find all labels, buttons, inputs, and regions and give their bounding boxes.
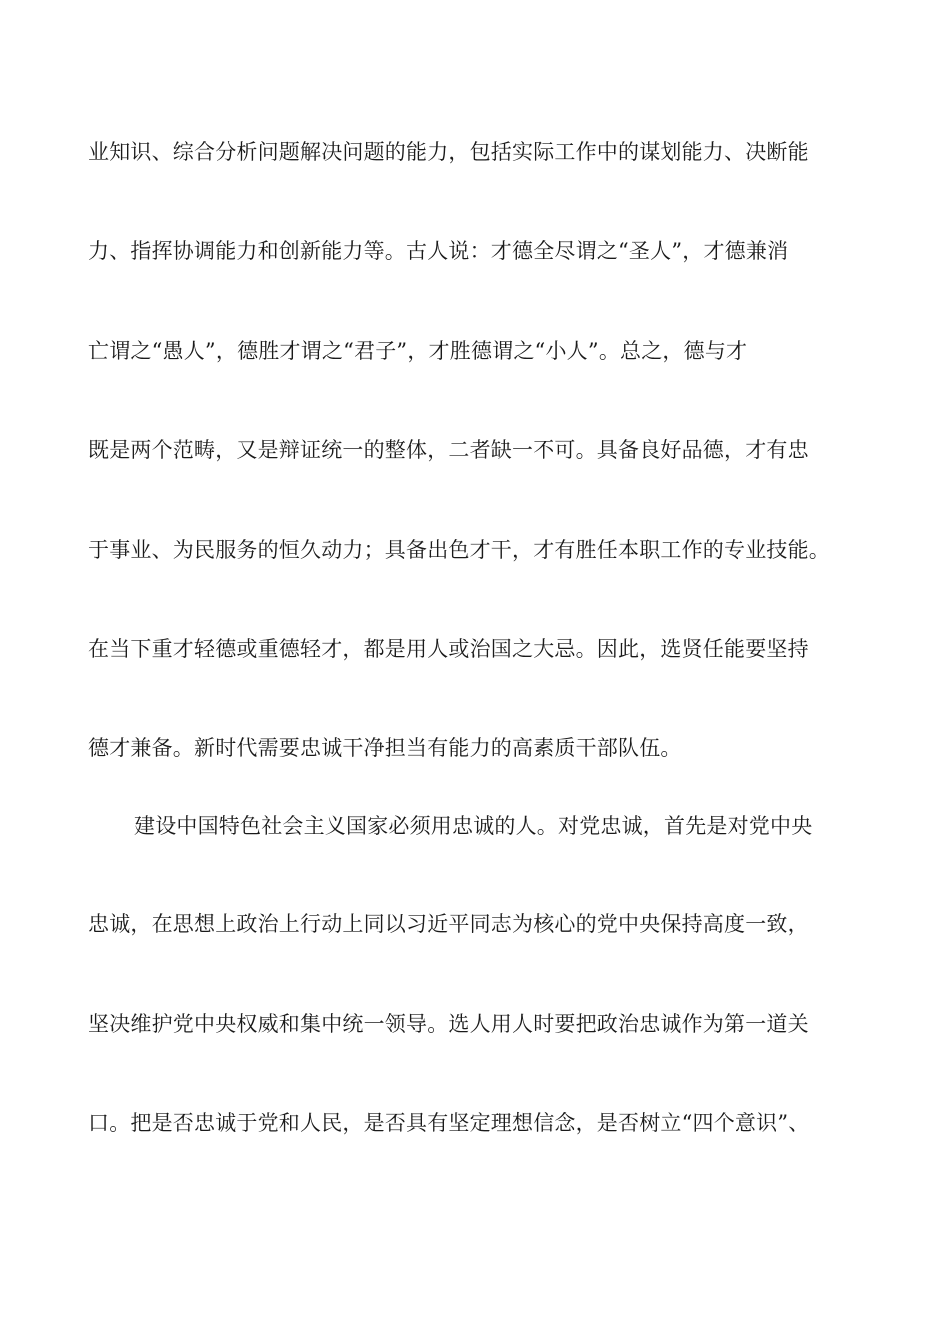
paragraph-1-line-6: 在当下重才轻德或重德轻才，都是用人或治国之大忌。因此，选贤任能要坚持 [88, 637, 809, 661]
paragraph-1-line-2: 力、指挥协调能力和创新能力等。古人说：才德全尽谓之“圣人”，才德兼消 [88, 239, 789, 263]
paragraph-2-line-4: 口。把是否忠诚于党和人民，是否具有坚定理想信念，是否树立“四个意识”、 [88, 1111, 810, 1135]
paragraph-2-line-1: 建设中国特色社会主义国家必须用忠诚的人。对党忠诚，首先是对党中央 [134, 814, 813, 838]
paragraph-1-line-1: 业知识、综合分析问题解决问题的能力，包括实际工作中的谋划能力、决断能 [88, 140, 809, 164]
paragraph-1-line-3: 亡谓之“愚人”，德胜才谓之“君子”，才胜德谓之“小人”。总之，德与才 [88, 339, 748, 363]
paragraph-2-line-3: 坚决维护党中央权威和集中统一领导。选人用人时要把政治忠诚作为第一道关 [88, 1012, 809, 1036]
paragraph-1-line-4: 既是两个范畴，又是辩证统一的整体，二者缺一不可。具备良好品德，才有忠 [88, 438, 809, 462]
paragraph-1-line-7: 德才兼备。新时代需要忠诚干净担当有能力的高素质干部队伍。 [88, 736, 682, 760]
paragraph-1-line-5: 于事业、为民服务的恒久动力；具备出色才干，才有胜任本职工作的专业技能。 [88, 538, 830, 562]
paragraph-2-line-2: 忠诚，在思想上政治上行动上同以习近平同志为核心的党中央保持高度一致， [88, 912, 809, 936]
